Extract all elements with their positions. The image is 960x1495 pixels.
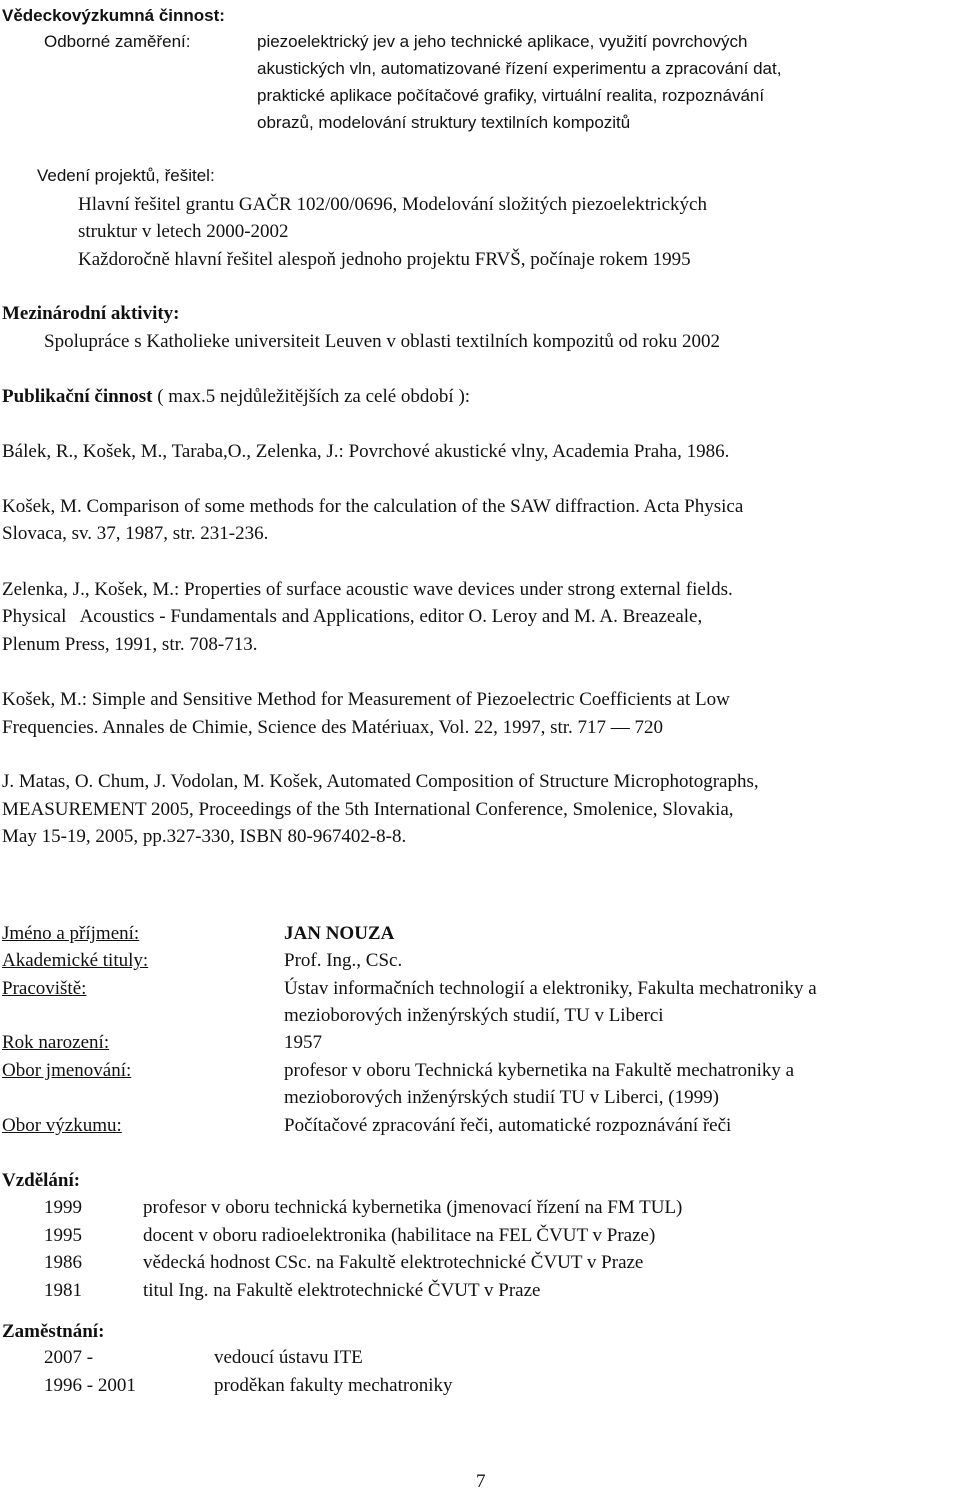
- publication-item-cont: MEASUREMENT 2005, Proceedings of the 5th International Conference, Smolenice, Slovakia,: [2, 799, 734, 820]
- education-text: titul Ing. na Fakultě elektrotechnické ČVUT v Praze: [143, 1280, 541, 1301]
- name-value: JAN NOUZA: [284, 923, 395, 944]
- projects-line: Každoročně hlavní řešitel alespoň jednoho projektu FRVŠ, počínaje rokem 1995: [78, 249, 691, 270]
- research-focus-line: piezoelektrický jev a jeho technické aplikace, využití povrchových: [257, 32, 748, 51]
- research-focus-line: obrazů, modelování struktury textilních kompozitů: [257, 113, 631, 132]
- education-year: 1999: [44, 1197, 82, 1218]
- titles-value: Prof. Ing., CSc.: [284, 950, 403, 971]
- employment-text: proděkan fakulty mechatroniky: [214, 1375, 453, 1396]
- publication-item-cont: Physical Acoustics - Fundamentals and Applications, editor O. Leroy and M. A. Breazeale,: [2, 606, 703, 627]
- projects-line: Hlavní řešitel grantu GAČR 102/00/0696, Modelování složitých piezoelektrických: [78, 194, 707, 215]
- appointment-line: mezioborových inženýrských studií TU v Liberci, (1999): [284, 1087, 719, 1108]
- publication-item-cont: May 15-19, 2005, pp.327-330, ISBN 80-967402-8-8.: [2, 826, 407, 847]
- education-text: profesor v oboru technická kybernetika (jmenovací řízení na FM TUL): [143, 1197, 683, 1218]
- appointment-line: profesor v oboru Technická kybernetika na Fakultě mechatroniky a: [284, 1060, 795, 1081]
- publication-item-cont: Frequencies. Annales de Chimie, Science des Matériuax, Vol. 22, 1997, str. 717 — 720: [2, 717, 664, 738]
- education-year: 1995: [44, 1225, 82, 1246]
- education-heading: Vzdělání:: [2, 1170, 81, 1191]
- research-focus-label: Odborné zaměření:: [44, 32, 191, 51]
- name-label: Jméno a příjmení:: [2, 923, 140, 944]
- employment-text: vedoucí ústavu ITE: [214, 1347, 363, 1368]
- publication-item: Zelenka, J., Košek, M.: Properties of surface acoustic wave devices under strong external fields.: [2, 579, 733, 600]
- projects-label: Vedení projektů, řešitel:: [37, 166, 215, 185]
- research-focus-line: praktické aplikace počítačové grafiky, virtuální realita, rozpoznávání: [257, 86, 765, 105]
- publications-heading: [2, 383, 470, 410]
- publications-heading-title: Publikační činnost: [2, 386, 153, 407]
- education-text: docent v oboru radioelektronika (habilitace na FEL ČVUT v Praze): [143, 1225, 656, 1246]
- page-number: 7: [476, 1471, 486, 1492]
- research-focus-line: akustických vln, automatizované řízení experimentu a zpracování dat,: [257, 59, 782, 78]
- education-year: 1986: [44, 1252, 82, 1273]
- research-field-value: Počítačové zpracování řeči, automatické rozpoznávání řeči: [284, 1115, 732, 1136]
- birth-value: 1957: [284, 1032, 322, 1053]
- publication-item-cont: Slovaca, sv. 37, 1987, str. 231-236.: [2, 523, 269, 544]
- research-field-label: Obor výzkumu:: [2, 1115, 122, 1136]
- publication-item: J. Matas, O. Chum, J. Vodolan, M. Košek, Automated Composition of Structure Microphotographs,: [2, 771, 759, 792]
- workplace-line: Ústav informačních technologií a elektroniky, Fakulta mechatroniky a: [284, 978, 817, 999]
- workplace-line: mezioborových inženýrských studií, TU v Liberci: [284, 1005, 664, 1026]
- employment-heading: Zaměstnání:: [2, 1321, 105, 1342]
- employment-period: 2007 -: [44, 1347, 94, 1368]
- research-heading: Vědeckovýzkumná činnost:: [2, 6, 225, 25]
- publication-item-cont: Plenum Press, 1991, str. 708-713.: [2, 634, 258, 655]
- publications-heading-note: ( max.5 nejdůležitějších za celé období ):: [152, 386, 471, 407]
- publication-item: Košek, M. Comparison of some methods for the calculation of the SAW diffraction. Acta Physica: [2, 496, 744, 517]
- education-text: vědecká hodnost CSc. na Fakultě elektrotechnické ČVUT v Praze: [143, 1252, 644, 1273]
- publication-item: Košek, M.: Simple and Sensitive Method for Measurement of Piezoelectric Coefficients at Low: [2, 689, 730, 710]
- publication-item: Bálek, R., Košek, M., Taraba,O., Zelenka, J.: Povrchové akustické vlny, Academia Praha, 1986.: [2, 441, 730, 462]
- projects-line: struktur v letech 2000-2002: [78, 221, 289, 242]
- international-text: Spolupráce s Katholieke universiteit Leuven v oblasti textilních kompozitů od roku 2002: [44, 331, 720, 352]
- titles-label: Akademické tituly:: [2, 950, 149, 971]
- workplace-label: Pracoviště:: [2, 978, 87, 999]
- education-year: 1981: [44, 1280, 82, 1301]
- international-heading: Mezinárodní aktivity:: [2, 303, 180, 324]
- appointment-label: Obor jmenování:: [2, 1060, 132, 1081]
- employment-period: 1996 - 2001: [44, 1375, 136, 1396]
- birth-label: Rok narození:: [2, 1032, 110, 1053]
